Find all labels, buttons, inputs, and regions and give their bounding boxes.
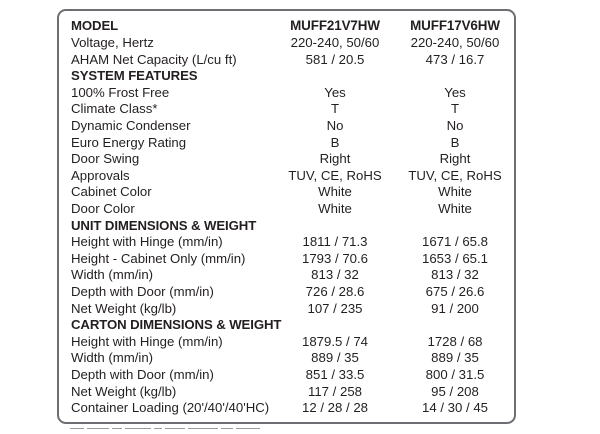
- value-model-1: Yes: [324, 84, 346, 100]
- value-model-2: 473 / 16.7: [425, 51, 485, 67]
- table-row: [59, 383, 514, 400]
- row-label: AHAM Net Capacity (L/cu ft): [71, 51, 237, 67]
- value-model-2: 800 / 31.5: [425, 367, 485, 382]
- value-model-1: 1811 / 71.3: [302, 234, 368, 250]
- row-label: Height with Hinge (mm/in): [71, 333, 223, 349]
- table-row: [59, 366, 514, 383]
- row-label: Height - Cabinet Only (mm/in): [71, 250, 246, 266]
- row-label: Door Color: [71, 201, 135, 216]
- row-label: Cabinet Color: [71, 184, 152, 200]
- section-title: SYSTEM FEATURES: [71, 68, 198, 84]
- value-model-2: TUV, CE, RoHS: [408, 167, 502, 183]
- table-header: [59, 17, 514, 34]
- value-model-2: No: [446, 118, 464, 133]
- row-label: Dynamic Condenser: [71, 118, 191, 133]
- table-row: [59, 200, 514, 217]
- section-heading: [59, 67, 514, 84]
- table-row: [59, 300, 514, 317]
- value-model-1: TUV, CE, RoHS: [288, 167, 382, 183]
- table-row: [59, 134, 514, 151]
- header-model-1: MUFF21V7HW: [290, 18, 380, 33]
- table-row: [59, 349, 514, 366]
- section-heading: [59, 316, 514, 333]
- value-model-1: Right: [319, 151, 351, 167]
- header-label: MODEL: [71, 18, 119, 33]
- value-model-2: White: [438, 184, 472, 200]
- value-model-1: 1879.5 / 74: [302, 333, 368, 349]
- header-model-2: MUFF17V6HW: [410, 18, 500, 33]
- section-heading: [59, 217, 514, 234]
- value-model-1: 117 / 258: [307, 383, 363, 399]
- value-model-2: 220-240, 50/60: [410, 35, 500, 50]
- table-row: [59, 266, 514, 283]
- table-row: [59, 167, 514, 184]
- value-model-1: White: [318, 201, 352, 216]
- table-row: [59, 117, 514, 134]
- value-model-2: 813 / 32: [431, 267, 479, 283]
- row-label: Approvals: [71, 167, 130, 183]
- spec-table: [57, 9, 516, 424]
- value-model-1: 220-240, 50/60: [290, 35, 380, 50]
- table-row: [59, 100, 514, 117]
- value-model-2: 1728 / 68: [427, 333, 483, 349]
- section-title: UNIT DIMENSIONS & WEIGHT: [71, 217, 257, 233]
- row-label: Depth with Door (mm/in): [71, 367, 214, 382]
- value-model-2: B: [450, 134, 460, 150]
- value-model-1: 851 / 33.5: [305, 367, 365, 382]
- value-model-2: 889 / 35: [431, 350, 479, 366]
- value-model-1: 726 / 28.6: [305, 284, 365, 299]
- table-row: [59, 283, 514, 300]
- value-model-1: 1793 / 70.6: [302, 250, 368, 266]
- value-model-2: Right: [439, 151, 471, 167]
- table-row: [59, 51, 514, 68]
- value-model-1: No: [326, 118, 344, 133]
- value-model-1: 107 / 235: [307, 300, 363, 316]
- row-label: Depth with Door (mm/in): [71, 284, 214, 299]
- row-label: Net Weight (kg/lb): [71, 300, 177, 316]
- value-model-2: 14 / 30 / 45: [422, 400, 488, 416]
- value-model-2: White: [438, 201, 472, 216]
- table-row: [59, 399, 514, 416]
- row-label: Container Loading (20'/40'/40'HC): [71, 400, 270, 416]
- value-model-2: T: [450, 101, 460, 117]
- row-label: Climate Class*: [71, 101, 158, 117]
- value-model-2: 1653 / 65.1: [422, 250, 488, 266]
- row-label: Width (mm/in): [71, 350, 154, 366]
- value-model-1: B: [330, 134, 340, 150]
- value-model-2: 91 / 200: [431, 300, 479, 316]
- value-model-1: 813 / 32: [311, 267, 359, 283]
- value-model-1: 581 / 20.5: [305, 51, 365, 67]
- table-row: [59, 333, 514, 350]
- value-model-1: T: [330, 101, 340, 117]
- row-label: Width (mm/in): [71, 267, 154, 283]
- table-row: [59, 150, 514, 167]
- table-row: [59, 34, 514, 51]
- row-label: Door Swing: [71, 151, 140, 167]
- table-row: [59, 183, 514, 200]
- value-model-2: Yes: [444, 84, 466, 100]
- row-label: Voltage, Hertz: [71, 35, 154, 50]
- table-row: [59, 250, 514, 267]
- row-label: Euro Energy Rating: [71, 134, 187, 150]
- value-model-2: 95 / 208: [431, 383, 479, 399]
- row-label: Height with Hinge (mm/in): [71, 234, 223, 250]
- table-row: [59, 84, 514, 101]
- row-label: Net Weight (kg/lb): [71, 383, 177, 399]
- value-model-1: White: [318, 184, 352, 200]
- table-row: [59, 233, 514, 250]
- cropped-footnote-text: [70, 428, 300, 434]
- value-model-2: 1671 / 65.8: [422, 234, 488, 250]
- value-model-2: 675 / 26.6: [425, 284, 485, 299]
- value-model-1: 12 / 28 / 28: [302, 400, 368, 416]
- value-model-1: 889 / 35: [311, 350, 359, 366]
- section-title: CARTON DIMENSIONS & WEIGHT: [71, 317, 282, 333]
- row-label: 100% Frost Free: [71, 84, 170, 100]
